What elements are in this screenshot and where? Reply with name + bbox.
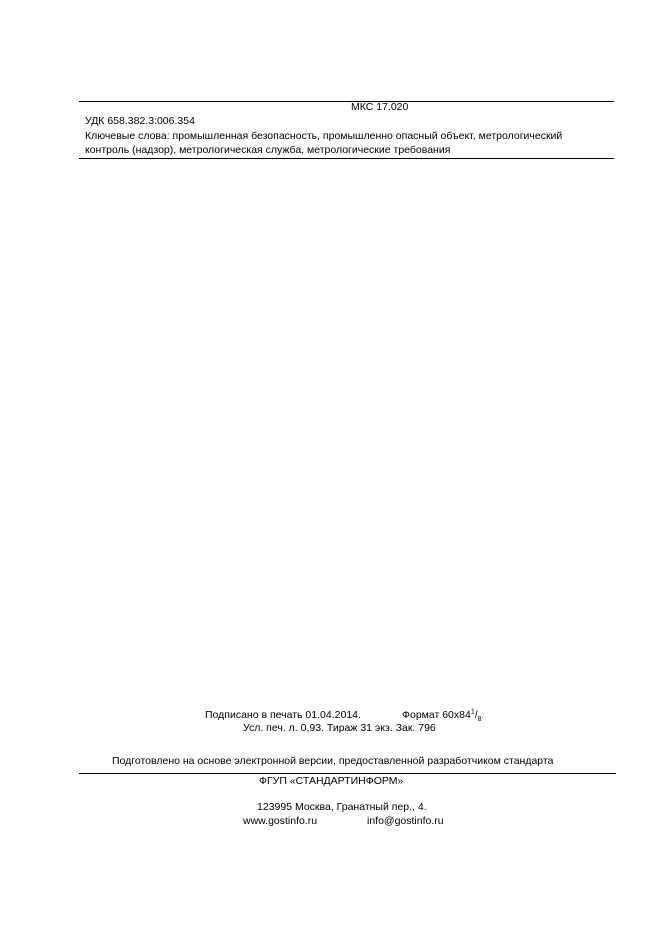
signed-to-print: Подписано в печать 01.04.2014.	[205, 709, 361, 721]
print-sheets-info: Усл. печ. л. 0,93. Тираж 31 экз. Зак. 796	[243, 722, 436, 734]
paper-format-numerator: 1	[470, 708, 475, 716]
publisher-address: 123995 Москва, Гранатный пер., 4.	[257, 801, 427, 813]
publisher-website: www.gostinfo.ru	[243, 815, 318, 827]
paper-format: Формат $60х84^1/_8$.	[402, 708, 484, 724]
header-top-rule	[79, 101, 614, 102]
keywords-line-2: контроль (надзор), метрологическая служба, метрологические требования	[85, 144, 451, 156]
paper-format-label: Формат 60х84	[402, 709, 471, 721]
publisher-email: info@gostinfo.ru	[367, 815, 444, 827]
paper-format-end: .	[481, 713, 484, 720]
header-bottom-rule	[79, 158, 614, 159]
mks-code: МКС 17.020	[351, 101, 409, 113]
publisher-rule	[79, 773, 616, 774]
publisher-name: ФГУП «СТАНДАРТИНФОРМ»	[259, 775, 404, 787]
udk-code: УДК 658.382.3:006.354	[85, 115, 195, 127]
keywords-line-1: Ключевые слова: промышленная безопасность, промышленно опасный объект, метрологический	[85, 130, 563, 142]
prepared-note: Подготовлено на основе электронной версии, предоставленной разработчиком стандарта	[112, 755, 554, 767]
paper-format-denominator: 8	[477, 716, 482, 724]
